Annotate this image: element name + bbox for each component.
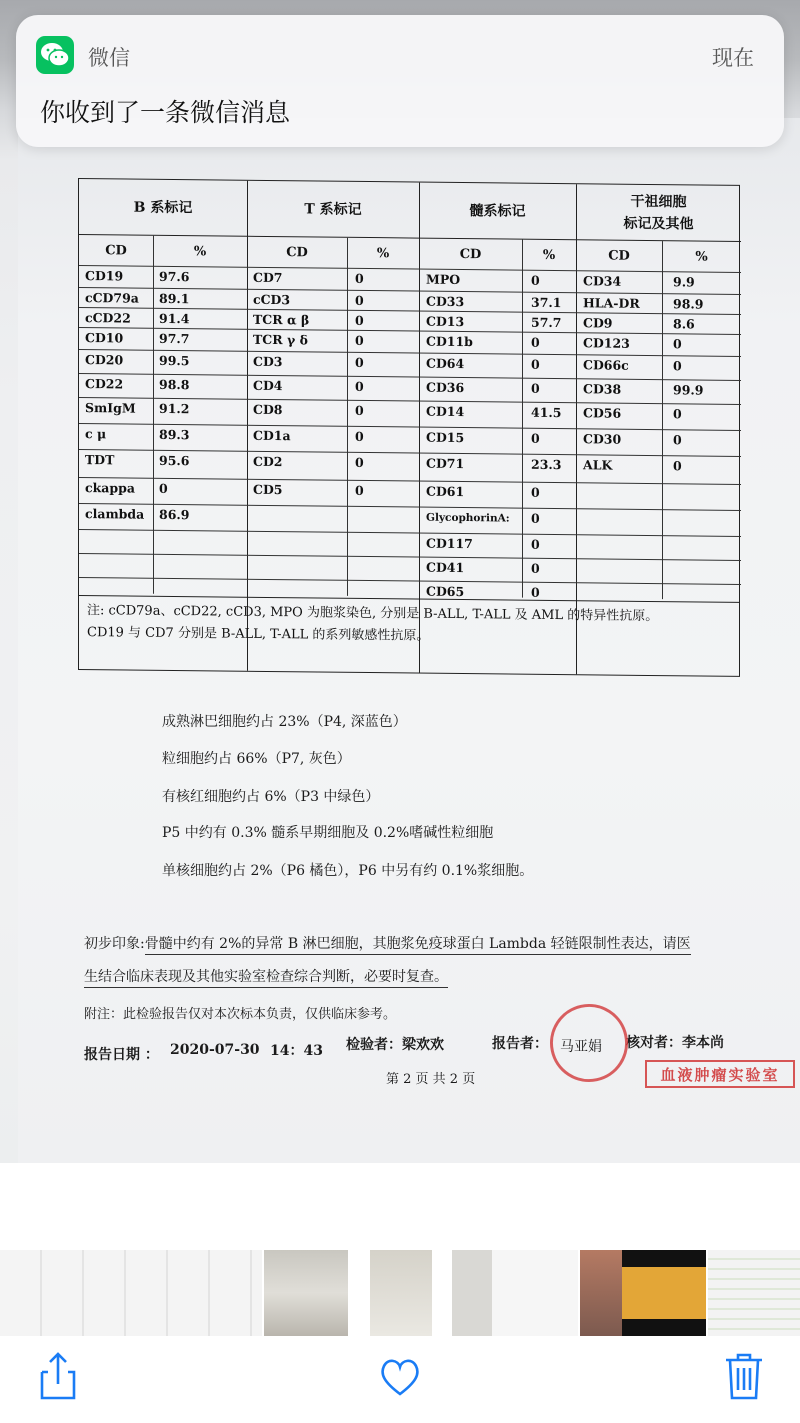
cell-pct: 0 xyxy=(673,406,682,422)
cell-cd: clambda xyxy=(85,506,145,522)
cell-cd: cCD22 xyxy=(85,310,131,326)
cell-pct: 0 xyxy=(355,428,364,444)
cell-pct: 86.9 xyxy=(159,506,190,523)
delete-button[interactable] xyxy=(722,1350,766,1402)
cell-pct: 0 xyxy=(355,454,364,470)
lab-stamp: 血液肿瘤实验室 xyxy=(645,1060,795,1088)
notification-app-name: 微信 xyxy=(88,46,130,70)
reporter: 报告者： xyxy=(492,1036,548,1052)
col-cd: CD xyxy=(608,248,630,264)
cell-pct: 98.8 xyxy=(159,376,190,393)
report-date-label: 报告日期 ： xyxy=(84,1047,159,1063)
cell-pct: 0 xyxy=(531,356,540,372)
wechat-notification[interactable] xyxy=(16,15,784,147)
cell-cd: CD14 xyxy=(426,403,465,420)
cell-pct: 99.5 xyxy=(159,352,190,369)
cell-cd: CD22 xyxy=(85,376,124,392)
cell-cd: CD117 xyxy=(426,535,473,552)
col-pct: % xyxy=(376,245,390,261)
thumbnail-strip[interactable] xyxy=(0,1250,800,1336)
cell-pct: 98.9 xyxy=(673,296,704,312)
impression-text-1: 骨髓中约有 2%的异常 B 淋巴细胞，其胞浆免疫球蛋白 Lambda 轻链限制性表达，请医 xyxy=(145,936,691,955)
trash-icon xyxy=(722,1350,766,1402)
cell-pct: 95.6 xyxy=(159,452,190,469)
cell-cd: CD36 xyxy=(426,379,465,396)
reporter-name: 马亚娟 xyxy=(560,1039,602,1055)
thumbnail[interactable] xyxy=(708,1250,800,1336)
thumbnail[interactable] xyxy=(0,1250,262,1336)
report-date: 2020-07-30 xyxy=(170,1042,260,1058)
cell-cd: CD61 xyxy=(426,483,465,500)
cell-pct: 0 xyxy=(531,510,540,526)
col-pct: % xyxy=(542,247,556,263)
cell-pct: 89.1 xyxy=(159,290,190,307)
notification-time: 现在 xyxy=(712,46,754,70)
cell-cd: CD30 xyxy=(583,431,622,447)
thumbnail[interactable] xyxy=(580,1250,622,1336)
cell-cd: CD2 xyxy=(253,453,283,470)
cell-cd: CD13 xyxy=(426,313,465,330)
cell-cd: CD19 xyxy=(85,268,124,284)
b-group-title: B 系标记 xyxy=(79,179,247,237)
cell-cd: TCR α β xyxy=(253,311,310,328)
finding-2: 粒细胞约占 66%（P7, 灰色） xyxy=(162,751,351,767)
s-group-title-line1: 干祖细胞 xyxy=(630,193,687,210)
impression-label: 初步印象: xyxy=(84,936,145,952)
cell-pct: 97.6 xyxy=(159,268,190,285)
col-cd: CD xyxy=(105,242,127,259)
cell-pct: 57.7 xyxy=(531,314,562,331)
cell-pct: 0 xyxy=(159,480,168,496)
report-time: 14：43 xyxy=(270,1043,323,1059)
checker: 核对者：李本尚 xyxy=(626,1035,724,1051)
cell-cd: CD41 xyxy=(426,559,465,576)
heart-icon xyxy=(378,1350,422,1402)
t-group-title: T 系标记 xyxy=(247,181,419,239)
cell-pct: 0 xyxy=(673,432,682,448)
impression-line-1 xyxy=(84,933,691,953)
cell-cd: CD3 xyxy=(253,353,283,370)
cell-pct: 37.1 xyxy=(531,294,562,311)
cell-pct: 0 xyxy=(531,380,540,396)
thumbnail[interactable] xyxy=(370,1250,432,1336)
cell-cd: TDT xyxy=(85,452,115,468)
col-pct: % xyxy=(695,248,708,265)
share-button[interactable] xyxy=(36,1350,80,1402)
cell-pct: 41.5 xyxy=(531,404,562,421)
cell-pct: 0 xyxy=(673,458,682,474)
finding-4: P5 中约有 0.3% 髓系早期细胞及 0.2%嗜碱性粒细胞 xyxy=(162,825,494,841)
cell-cd: CD71 xyxy=(426,455,465,472)
impression-line-2 xyxy=(84,966,448,986)
cell-pct: 0 xyxy=(355,270,364,286)
thumbnail[interactable] xyxy=(622,1250,706,1336)
cell-pct: 91.2 xyxy=(159,400,190,417)
cell-pct: 0 xyxy=(531,334,540,350)
cell-cd: CD34 xyxy=(583,273,622,289)
cell-cd: SmIgM xyxy=(85,400,136,416)
cell-cd: CD10 xyxy=(85,330,124,346)
thumbnail[interactable] xyxy=(452,1250,578,1336)
cell-pct: 0 xyxy=(531,584,540,600)
cell-cd: CD56 xyxy=(583,405,622,421)
cell-pct: 0 xyxy=(355,332,364,348)
table-note xyxy=(79,595,739,676)
cell-cd: CD20 xyxy=(85,352,124,368)
cell-pct: 99.9 xyxy=(673,382,704,398)
cell-pct: 0 xyxy=(531,560,540,576)
cell-cd: cCD3 xyxy=(253,291,291,308)
favorite-button[interactable] xyxy=(378,1350,422,1402)
cell-cd: HLA-DR xyxy=(583,295,640,311)
cell-cd: CD4 xyxy=(253,377,283,394)
cell-pct: 23.3 xyxy=(531,456,562,473)
cell-pct: 0 xyxy=(673,336,682,352)
m-group-title: 髓系标记 xyxy=(419,183,576,241)
cell-cd: CD5 xyxy=(253,481,283,498)
cell-cd: CD123 xyxy=(583,335,630,351)
wechat-icon xyxy=(36,36,74,74)
cell-cd: c μ xyxy=(85,426,107,442)
cell-cd: CD38 xyxy=(583,381,622,397)
note-line-1: 注: cCD79a、cCD22, cCD3, MPO 为胞浆染色, 分别是 B-ALL, T-ALL 及 AML 的特异性抗原。 xyxy=(87,603,659,625)
cell-pct: 91.4 xyxy=(159,310,190,327)
marker-table xyxy=(78,178,740,677)
cell-cd: MPO xyxy=(426,271,461,288)
cell-cd: CD1a xyxy=(253,427,291,444)
cell-cd: CD65 xyxy=(426,583,465,600)
cell-pct: 0 xyxy=(355,312,364,328)
cell-cd: CD15 xyxy=(426,429,465,446)
cell-cd: CD9 xyxy=(583,315,613,331)
page-number: 第 2 页 共 2 页 xyxy=(386,1072,476,1087)
finding-3: 有核红细胞约占 6%（P3 中绿色） xyxy=(162,789,380,805)
col-pct: % xyxy=(193,243,207,259)
cell-pct: 97.7 xyxy=(159,330,190,347)
examiner: 检验者：梁欢欢 xyxy=(346,1037,444,1053)
cell-pct: 0 xyxy=(531,536,540,552)
appendix: 附注：此检验报告仅对本次标本负责，仅供临床参考。 xyxy=(84,1007,397,1022)
cell-cd: ckappa xyxy=(85,480,135,496)
col-cd: CD xyxy=(459,246,482,262)
note-line-2: CD19 与 CD7 分别是 B-ALL, T-ALL 的系列敏感性抗原。 xyxy=(87,625,430,644)
photo-toolbar xyxy=(0,1336,800,1423)
cell-cd: TCR γ δ xyxy=(253,331,308,348)
cell-pct: 9.9 xyxy=(673,274,695,290)
cell-pct: 0 xyxy=(531,430,540,446)
cell-cd: CD8 xyxy=(253,401,283,418)
s-group-title xyxy=(576,184,741,242)
cell-cd: CD64 xyxy=(426,355,465,372)
cell-pct: 0 xyxy=(355,402,364,418)
cell-pct: 0 xyxy=(531,484,540,500)
cell-cd: GlycophorinA: xyxy=(426,511,510,525)
s-group-title-line2: 标记及其他 xyxy=(623,215,694,232)
cell-cd: cCD79a xyxy=(85,290,139,306)
cell-pct: 8.6 xyxy=(673,316,695,332)
finding-1: 成熟淋巴细胞约占 23%（P4, 深蓝色） xyxy=(162,714,407,730)
cell-pct: 89.3 xyxy=(159,426,190,443)
cell-cd: CD7 xyxy=(253,269,283,286)
finding-5: 单核细胞约占 2%（P6 橘色），P6 中另有约 0.1%浆细胞。 xyxy=(162,863,534,879)
share-icon xyxy=(36,1350,80,1402)
cell-pct: 0 xyxy=(355,354,364,370)
cell-pct: 0 xyxy=(673,358,682,374)
cell-cd: ALK xyxy=(583,457,613,473)
cell-pct: 0 xyxy=(355,482,364,498)
cell-cd: CD11b xyxy=(426,333,473,350)
cell-pct: 0 xyxy=(355,292,364,308)
cell-pct: 0 xyxy=(355,378,364,394)
cell-cd: CD33 xyxy=(426,293,465,310)
impression-text-2: 生结合临床表现及其他实验室检查综合判断，必要时复查。 xyxy=(84,969,448,988)
thumbnail[interactable] xyxy=(264,1250,348,1336)
cell-cd: CD66c xyxy=(583,357,629,373)
col-cd: CD xyxy=(286,244,308,260)
cell-pct: 0 xyxy=(531,272,540,288)
notification-message: 你收到了一条微信消息 xyxy=(40,98,291,127)
